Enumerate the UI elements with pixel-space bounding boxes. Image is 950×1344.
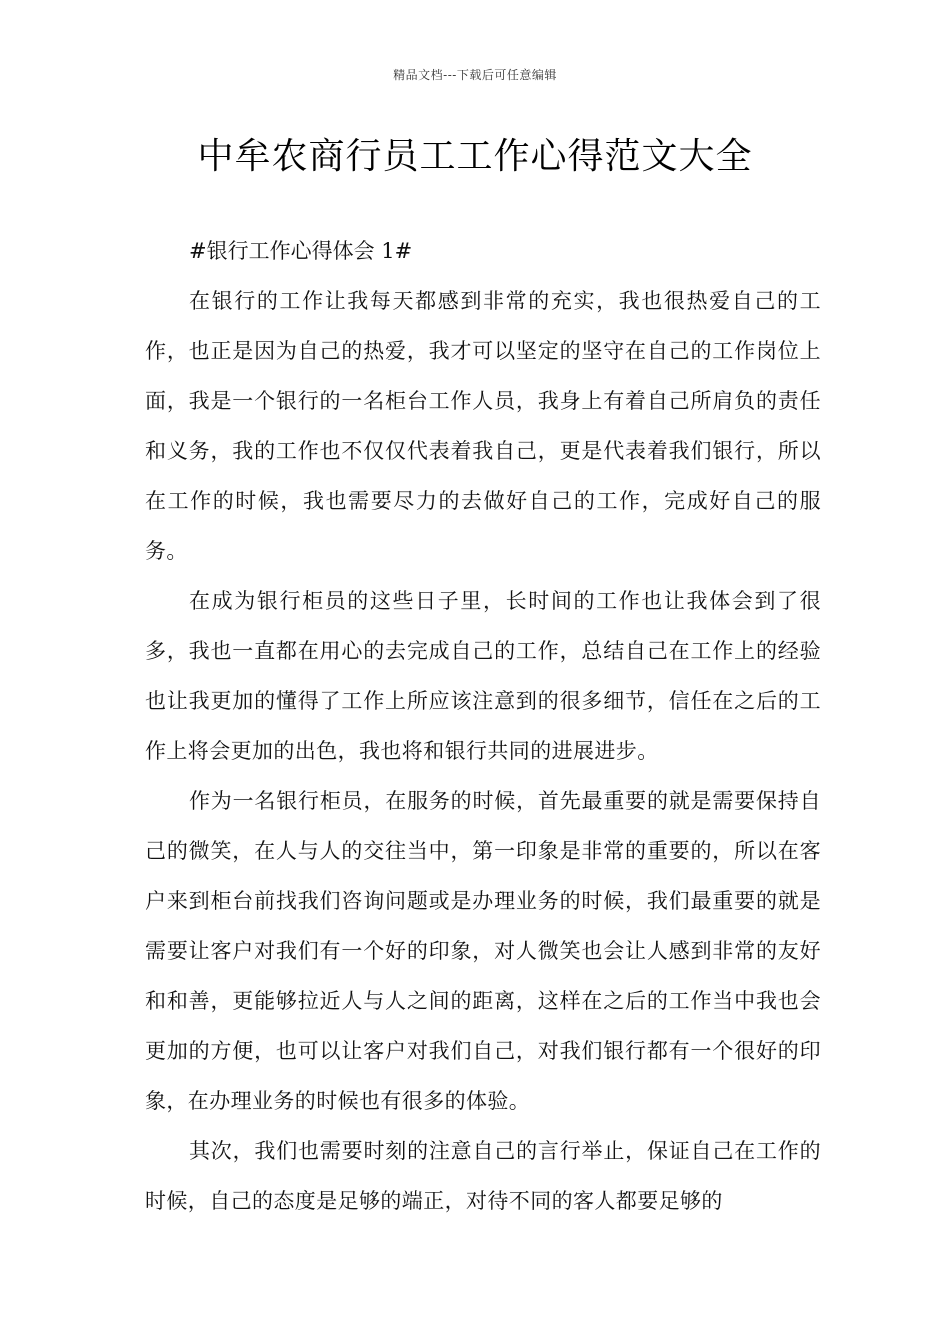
paragraph: 其次，我们也需要时刻的注意自己的言行举止，保证自己在工作的时候，自己的态度是足够的端正，对待不同的客人都要足够的 (145, 1139, 821, 1213)
header-note: 精品文档---下载后可任意编辑 (393, 68, 557, 82)
paragraph: 在银行的工作让我每天都感到非常的充实，我也很热爱自己的工作，也正是因为自己的热爱，我才可以坚定的坚守在自己的工作岗位上面，我是一个银行的一名柜台工作人员，我身上有着自己所肩负的责任和义务，我的工作也不仅仅代表着我自己，更是代表着我们银行，所以在工作的时候，我也需要尽力的去做好自己的工作，完成好自己的服务。 (145, 289, 821, 563)
paragraph: 在成为银行柜员的这些日子里，长时间的工作也让我体会到了很多，我也一直都在用心的去完成自己的工作，总结自己在工作上的经验也让我更加的懂得了工作上所应该注意到的很多细节，信任在之后的工作上将会更加的出色，我也将和银行共同的进展进步。 (145, 589, 821, 763)
document-body (145, 226, 821, 1226)
section-heading: #银行工作心得体会 1# (189, 239, 413, 263)
document-title: 中牟农商行员工工作心得范文大全 (197, 136, 753, 177)
paragraph: 作为一名银行柜员，在服务的时候，首先最重要的就是需要保持自己的微笑，在人与人的交往当中，第一印象是非常的重要的，所以在客户来到柜台前找我们咨询问题或是办理业务的时候，我们最重要的就是需要让客户对我们有一个好的印象，对人微笑也会让人感到非常的友好和和善，更能够拉近人与人之间的距离，这样在之后的工作当中我也会更加的方便，也可以让客户对我们自己，对我们银行都有一个很好的印象，在办理业务的时候也有很多的体验。 (145, 789, 821, 1113)
